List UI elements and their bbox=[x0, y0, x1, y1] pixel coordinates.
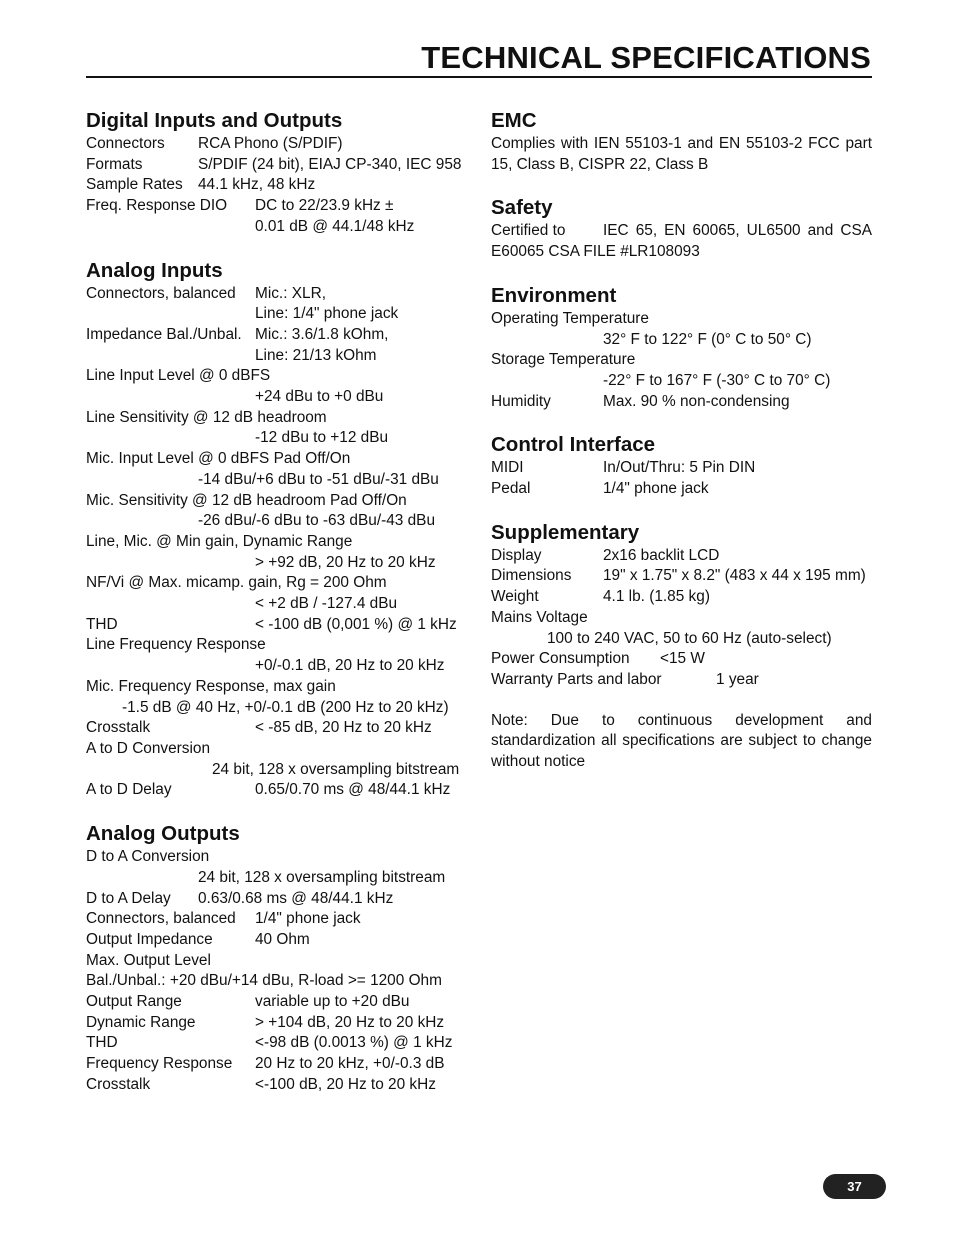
spec-row bbox=[86, 325, 470, 346]
spec-value: 1 year bbox=[716, 670, 759, 688]
spec-label: Crosstalk bbox=[86, 719, 151, 737]
spec-row bbox=[86, 1054, 470, 1075]
spec-value: 100 to 240 VAC, 50 to 60 Hz (auto-select) bbox=[547, 629, 832, 647]
spec-label: Sample Rates bbox=[86, 176, 183, 194]
spec-value: -12 dBu to +12 dBu bbox=[255, 429, 389, 447]
spec-label: Connectors, balanced bbox=[86, 284, 236, 302]
spec-row bbox=[86, 491, 470, 532]
section-heading: Digital Inputs and Outputs bbox=[86, 109, 343, 132]
spec-label: A to D Delay bbox=[86, 781, 172, 799]
spec-label: Impedance Bal./Unbal. bbox=[86, 325, 242, 343]
spec-value: -26 dBu/-6 dBu to -63 dBu/-43 dBu bbox=[198, 512, 435, 530]
spec-label: Dynamic Range bbox=[86, 1013, 196, 1031]
spec-row bbox=[86, 992, 470, 1013]
spec-row bbox=[86, 573, 470, 614]
spec-row bbox=[86, 930, 470, 951]
spec-label: Line Sensitivity @ 12 dB headroom bbox=[86, 408, 327, 426]
left-column bbox=[86, 108, 470, 1116]
supplementary-section bbox=[491, 520, 872, 691]
page-number-badge: 37 bbox=[823, 1174, 886, 1199]
section-heading: Supplementary bbox=[491, 520, 640, 544]
spec-value: <15 W bbox=[660, 650, 705, 668]
spec-row bbox=[86, 889, 470, 910]
spec-row bbox=[86, 196, 470, 217]
control-interface-section bbox=[491, 432, 872, 499]
spec-row bbox=[491, 458, 872, 479]
spec-value: Line: 21/13 kOhm bbox=[255, 346, 377, 364]
right-column bbox=[491, 108, 872, 773]
spec-label: Power Consumption bbox=[491, 650, 630, 668]
spec-value: 2x16 backlit LCD bbox=[603, 546, 720, 564]
spec-value: +0/-0.1 dB, 20 Hz to 20 kHz bbox=[255, 657, 445, 675]
spec-value: > +104 dB, 20 Hz to 20 kHz bbox=[255, 1013, 445, 1031]
spec-value: 44.1 kHz, 48 kHz bbox=[198, 176, 316, 194]
spec-label: Line Input Level @ 0 dBFS bbox=[86, 367, 271, 385]
spec-row bbox=[491, 309, 872, 350]
spec-label: D to A Delay bbox=[86, 889, 171, 907]
spec-row bbox=[491, 479, 872, 500]
spec-label: Pedal bbox=[491, 480, 531, 498]
spec-value: 1/4" phone jack bbox=[255, 910, 361, 928]
spec-value: 0.01 dB @ 44.1/48 kHz bbox=[255, 217, 415, 235]
spec-row bbox=[86, 718, 470, 739]
spec-value: 20 Hz to 20 kHz, +0/-0.3 dB bbox=[255, 1055, 445, 1073]
spec-value: 40 Ohm bbox=[255, 930, 310, 948]
spec-row bbox=[86, 635, 470, 676]
spec-value: 24 bit, 128 x oversampling bitstream bbox=[198, 868, 446, 886]
spec-value: 1/4" phone jack bbox=[603, 480, 709, 498]
safety-section bbox=[491, 195, 872, 262]
spec-value: In/Out/Thru: 5 Pin DIN bbox=[603, 459, 756, 477]
spec-value: Mic.: XLR, bbox=[255, 284, 326, 302]
spec-row bbox=[86, 615, 470, 636]
section-heading: Analog Outputs bbox=[86, 822, 240, 846]
emc-text: Complies with IEN 55103-1 and EN 55103-2 FCC part 15, Class B, CISPR 22, Class B bbox=[491, 135, 872, 173]
section-heading: Control Interface bbox=[491, 433, 656, 457]
spec-row bbox=[86, 677, 470, 718]
spec-row bbox=[86, 532, 470, 573]
spec-label: A to D Conversion bbox=[86, 739, 211, 757]
spec-value: Mic.: 3.6/1.8 kOhm, bbox=[255, 325, 389, 343]
spec-row bbox=[491, 350, 872, 391]
spec-label: Mic. Sensitivity @ 12 dB headroom Pad Off/On bbox=[86, 491, 407, 509]
spec-label: Certified to bbox=[491, 222, 566, 240]
spec-value: S/PDIF (24 bit), EIAJ CP-340, IEC 958 bbox=[198, 155, 462, 173]
spec-row bbox=[86, 909, 470, 930]
analog-outputs-section bbox=[86, 821, 470, 1095]
spec-value: 0.63/0.68 ms @ 48/44.1 kHz bbox=[198, 889, 394, 907]
spec-label: Frequency Response bbox=[86, 1055, 233, 1073]
spec-label: Operating Temperature bbox=[491, 309, 649, 327]
spec-row bbox=[86, 346, 470, 367]
spec-label: Crosstalk bbox=[86, 1075, 151, 1093]
spec-label: Freq. Response DIO bbox=[86, 197, 228, 215]
spec-label: Dimensions bbox=[491, 567, 572, 585]
spec-value: > +92 dB, 20 Hz to 20 kHz bbox=[255, 553, 436, 571]
spec-value: < +2 dB / -127.4 dBu bbox=[255, 595, 398, 613]
spec-label: Output Impedance bbox=[86, 930, 213, 948]
spec-value: <-100 dB, 20 Hz to 20 kHz bbox=[255, 1075, 436, 1093]
spec-label: Line Frequency Response bbox=[86, 636, 266, 654]
spec-label: MIDI bbox=[491, 459, 524, 477]
spec-value: <-98 dB (0.0013 %) @ 1 kHz bbox=[255, 1034, 453, 1052]
spec-label: THD bbox=[86, 1034, 118, 1052]
spec-label: D to A Conversion bbox=[86, 848, 210, 866]
spec-label: Formats bbox=[86, 155, 143, 173]
spec-value: < -85 dB, 20 Hz to 20 kHz bbox=[255, 719, 432, 737]
spec-label: Mic. Frequency Response, max gain bbox=[86, 677, 336, 695]
spec-row bbox=[86, 366, 470, 407]
spec-value: 0.65/0.70 ms @ 48/44.1 kHz bbox=[255, 781, 451, 799]
spec-row bbox=[86, 408, 470, 449]
spec-label: Line, Mic. @ Min gain, Dynamic Range bbox=[86, 532, 353, 550]
spec-row bbox=[86, 284, 470, 305]
section-heading: Safety bbox=[491, 196, 553, 220]
spec-row bbox=[86, 1013, 470, 1034]
spec-row bbox=[86, 971, 470, 992]
emc-section bbox=[491, 108, 872, 175]
spec-value: E60065 CSA FILE #LR108093 bbox=[491, 243, 700, 261]
spec-value: -1.5 dB @ 40 Hz, +0/-0.1 dB (200 Hz to 20 kHz) bbox=[122, 698, 449, 716]
spec-value: RCA Phono (S/PDIF) bbox=[198, 135, 343, 152]
spec-label: Weight bbox=[491, 588, 539, 606]
spec-value: Max. 90 % non-condensing bbox=[603, 392, 790, 410]
spec-value: 4.1 lb. (1.85 kg) bbox=[603, 588, 710, 606]
spec-value: -22° F to 167° F (-30° C to 70° C) bbox=[603, 371, 831, 389]
spec-label: Connectors bbox=[86, 135, 165, 152]
spec-label: Connectors, balanced bbox=[86, 910, 236, 928]
spec-label: Warranty Parts and labor bbox=[491, 670, 662, 688]
spec-value: +24 dBu to +0 dBu bbox=[255, 388, 384, 406]
spec-row bbox=[491, 546, 872, 567]
spec-value: IEC 65, EN 60065, UL6500 and CSA bbox=[603, 222, 872, 240]
spec-row bbox=[491, 587, 872, 608]
spec-row bbox=[491, 649, 872, 670]
spec-value: 24 bit, 128 x oversampling bitstream bbox=[212, 760, 460, 778]
spec-value: variable up to +20 dBu bbox=[255, 993, 410, 1011]
spec-label: Mic. Input Level @ 0 dBFS Pad Off/On bbox=[86, 450, 351, 468]
digital-io-section bbox=[86, 108, 470, 238]
environment-section bbox=[491, 283, 872, 413]
note-text: Note: Due to continuous development and standardization all specifications are subject to change without notice bbox=[491, 711, 872, 771]
spec-value: < -100 dB (0,001 %) @ 1 kHz bbox=[255, 615, 457, 633]
spec-row bbox=[491, 566, 872, 587]
spec-label: Display bbox=[491, 546, 542, 564]
spec-label: Storage Temperature bbox=[491, 351, 636, 369]
page-title: TECHNICAL SPECIFICATIONS bbox=[421, 40, 871, 75]
spec-row bbox=[86, 155, 470, 176]
spec-label: Bal./Unbal.: +20 dBu/+14 dBu, R-load >= 1200 Ohm bbox=[86, 972, 442, 990]
spec-row bbox=[86, 217, 470, 238]
spec-value: Line: 1/4" phone jack bbox=[255, 305, 399, 323]
spec-value: -14 dBu/+6 dBu to -51 dBu/-31 dBu bbox=[198, 470, 439, 488]
section-heading: Environment bbox=[491, 283, 617, 307]
spec-row bbox=[491, 221, 872, 242]
spec-row bbox=[86, 739, 470, 780]
spec-row bbox=[491, 392, 872, 413]
section-heading: EMC bbox=[491, 109, 537, 132]
spec-row bbox=[86, 304, 470, 325]
title-rule bbox=[86, 76, 872, 78]
spec-label: Max. Output Level bbox=[86, 951, 211, 969]
spec-value: 19" x 1.75" x 8.2" (483 x 44 x 195 mm) bbox=[603, 567, 866, 585]
analog-inputs-section bbox=[86, 258, 470, 802]
spec-row bbox=[86, 175, 470, 196]
spec-row bbox=[86, 847, 470, 888]
spec-label: NF/Vi @ Max. micamp. gain, Rg = 200 Ohm bbox=[86, 574, 387, 592]
spec-row bbox=[491, 242, 872, 263]
section-heading: Analog Inputs bbox=[86, 258, 223, 282]
spec-label: Humidity bbox=[491, 392, 551, 410]
spec-row bbox=[491, 608, 872, 649]
spec-label: Mains Voltage bbox=[491, 608, 588, 626]
spec-value: 32° F to 122° F (0° C to 50° C) bbox=[603, 330, 812, 348]
spec-row bbox=[86, 780, 470, 801]
spec-row bbox=[86, 1033, 470, 1054]
spec-row bbox=[86, 951, 470, 972]
spec-label: THD bbox=[86, 615, 118, 633]
spec-row bbox=[86, 1075, 470, 1096]
spec-value: DC to 22/23.9 kHz ± bbox=[255, 197, 394, 215]
spec-row bbox=[491, 670, 872, 691]
spec-row bbox=[86, 449, 470, 490]
spec-label: Output Range bbox=[86, 993, 182, 1011]
spec-row bbox=[86, 134, 470, 155]
